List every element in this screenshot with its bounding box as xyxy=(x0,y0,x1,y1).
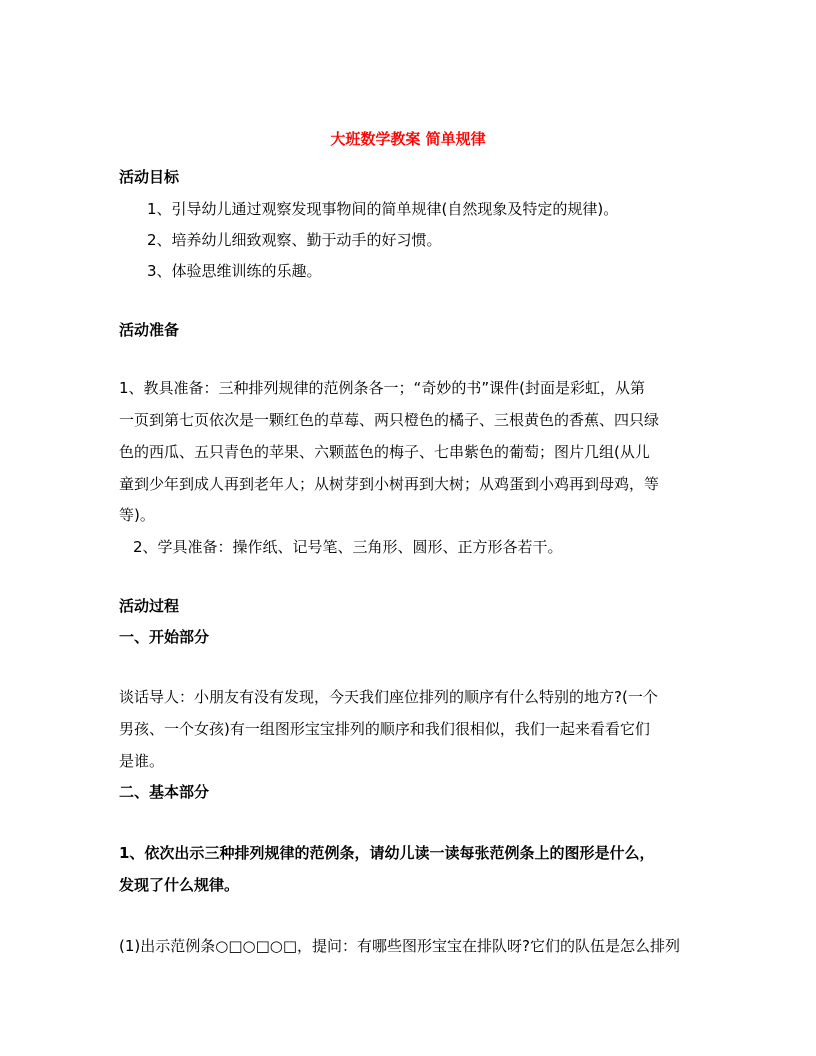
part1-heading: 一、开始部分 xyxy=(119,628,210,646)
goal-item-1: 1、引导幼儿通过观察发现事物间的简单规律(自然现象及特定的规律)。 xyxy=(147,200,619,218)
prep-item2: 2、学具准备：操作纸、记号笔、三角形、圆形、正方形各若干。 xyxy=(133,538,563,556)
goal-item-2: 2、培养幼儿细致观察、勤于动手的好习惯。 xyxy=(147,231,442,249)
part1-line-2: 男孩、一个女孩)有一组图形宝宝排列的顺序和我们很相似，我们一起来看看它们 xyxy=(119,720,650,738)
prep-item1-line-2: 一页到第七页依次是一颗红色的草莓、两只橙色的橘子、三根黄色的香蕉、四只绿 xyxy=(119,411,660,429)
part1-line-3: 是谁。 xyxy=(119,752,165,770)
part2-step1-line-2: 发现了什么规律。 xyxy=(119,876,240,894)
prep-item1-line-1: 1、教具准备：三种排列规律的范例条各一；“奇妙的书”课件(封面是彩虹，从第 xyxy=(119,379,645,397)
process-heading: 活动过程 xyxy=(119,597,180,615)
prep-item1-line-5: 等)。 xyxy=(119,506,155,524)
document-title: 大班数学教案 简单规律 xyxy=(330,130,486,148)
prep-heading: 活动准备 xyxy=(119,321,180,339)
part2-heading: 二、基本部分 xyxy=(119,783,210,801)
prep-item1-line-4: 童到少年到成人再到老年人；从树芽到小树再到大树；从鸡蛋到小鸡再到母鸡，等 xyxy=(119,475,660,493)
part2-step1-sub: (1)出示范例条○□○□○□，提问：有哪些图形宝宝在排队呀?它们的队伍是怎么排列 xyxy=(119,937,680,955)
goal-item-3: 3、体验思维训练的乐趣。 xyxy=(147,262,322,280)
part2-step1-line-1: 1、依次出示三种排列规律的范例条，请幼儿读一读每张范例条上的图形是什么， xyxy=(119,844,655,862)
goals-heading: 活动目标 xyxy=(119,168,180,186)
part1-line-1: 谈话导人：小朋友有没有发现，今天我们座位排列的顺序有什么特别的地方?(一个 xyxy=(119,688,658,706)
prep-item1-line-3: 色的西瓜、五只青色的苹果、六颗蓝色的梅子、七串紫色的葡萄；图片几组(从儿 xyxy=(119,443,650,461)
